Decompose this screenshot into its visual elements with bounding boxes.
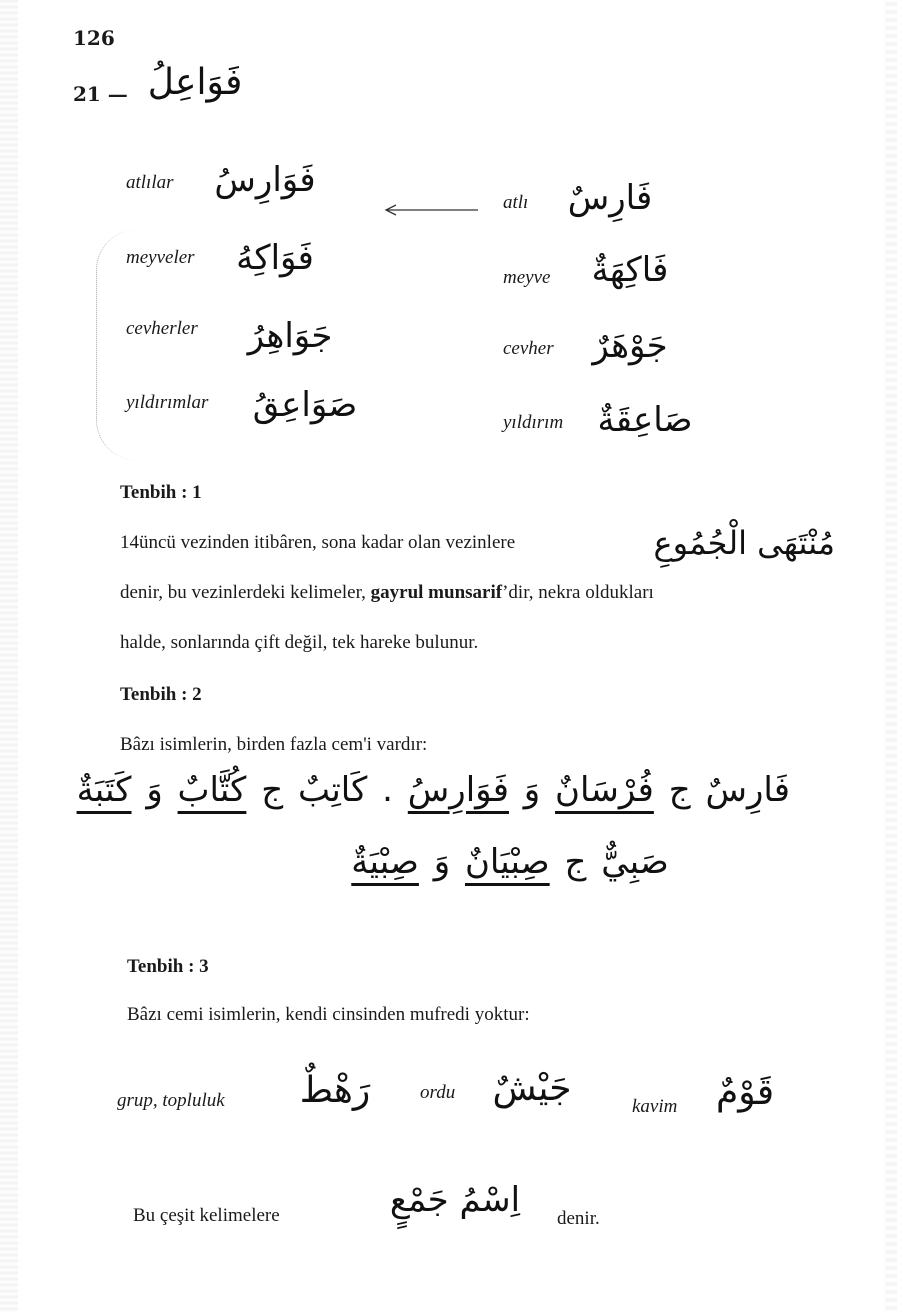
note3-title: Tenbih : 3: [127, 956, 209, 977]
singular-ar: فَاكِهَةٌ: [591, 250, 669, 290]
closing-text-a: Bu çeşit kelimelere: [133, 1205, 280, 1226]
note1-term-arabic: مُنْتَهَى الْجُمُوعِ: [653, 524, 835, 562]
arabic-word: كُتَّابٌ: [177, 770, 247, 810]
plural-tr: meyveler: [126, 247, 195, 268]
closing-term-arabic: اِسْمُ جَمْعٍ: [389, 1180, 521, 1220]
example-ar: جَيْشٌ: [492, 1068, 572, 1109]
singular-ar: جَوْهَرٌ: [592, 326, 668, 366]
example-ar: رَهْطٌ: [299, 1070, 371, 1111]
example-ar: قَوْمٌ: [715, 1072, 775, 1113]
left-arrow-icon: [382, 202, 482, 218]
note2-arabic-line1: [76, 770, 790, 810]
singular-ar: صَاعِقَةٌ: [597, 400, 693, 440]
arabic-word: .: [382, 770, 393, 810]
note3-text: Bâzı cemi isimlerin, kendi cinsinden mufredi yoktur:: [127, 1004, 530, 1025]
plural-tr: atlılar: [126, 172, 174, 193]
plural-ar: فَوَاكِهُ: [236, 238, 314, 278]
note1-line3: halde, sonlarında çift değil, tek hareke bulunur.: [120, 632, 479, 653]
plural-tr: yıldırımlar: [126, 392, 209, 413]
note2-text: Bâzı isimlerin, birden fazla cem'i vardır:: [120, 734, 428, 755]
arabic-word: فُرْسَانٌ: [555, 770, 654, 810]
example-tr: kavim: [632, 1096, 678, 1117]
example-tr: grup, topluluk: [117, 1090, 225, 1111]
page-edge-left: [0, 0, 18, 1312]
arabic-word: فَارِسٌ: [705, 770, 790, 810]
singular-tr: atlı: [503, 192, 529, 213]
arabic-word: صِبْيَةٌ: [351, 842, 419, 882]
singular-tr: yıldırım: [503, 412, 564, 433]
page-edge-right: [885, 0, 897, 1312]
note1-title: Tenbih : 1: [120, 482, 202, 503]
plural-tr: cevherler: [126, 318, 198, 339]
note2-arabic-line2: [330, 842, 690, 882]
arabic-word: كَتَبَةٌ: [76, 770, 132, 810]
note2-title: Tenbih : 2: [120, 684, 202, 705]
singular-tr: cevher: [503, 338, 554, 359]
arabic-word: ج: [668, 770, 691, 810]
lesson-pattern-arabic: فَوَاعِلُ: [147, 62, 243, 103]
arabic-word: كَاتِبٌ: [297, 770, 368, 810]
arabic-word: وَ: [523, 770, 541, 810]
note1-line1: 14üncü vezinden itibâren, sona kadar olan vezinlere: [120, 532, 516, 553]
singular-ar: فَارِسٌ: [567, 178, 653, 218]
arabic-word: فَوَارِسُ: [407, 770, 509, 810]
arabic-word: ج: [564, 842, 587, 882]
example-tr: ordu: [420, 1082, 456, 1103]
arabic-word: وَ: [146, 770, 163, 810]
plural-ar: جَوَاهِرُ: [247, 316, 333, 356]
plural-ar: صَوَاعِقُ: [252, 385, 358, 425]
plural-ar: فَوَارِسُ: [214, 160, 316, 200]
arabic-word: صَبِيٌّ: [601, 842, 669, 882]
closing-text-b: denir.: [557, 1208, 600, 1229]
page-number: 126: [73, 26, 115, 50]
singular-tr: meyve: [503, 267, 551, 288]
note1-line2: denir, bu vezinlerdeki kelimeler, gayrul munsarif’dir, nekra oldukları: [120, 582, 654, 603]
arabic-word: ج: [261, 770, 284, 810]
arabic-word: صِبْيَانٌ: [464, 842, 550, 882]
arabic-word: وَ: [433, 842, 451, 882]
lesson-number: 21 —: [73, 82, 128, 106]
